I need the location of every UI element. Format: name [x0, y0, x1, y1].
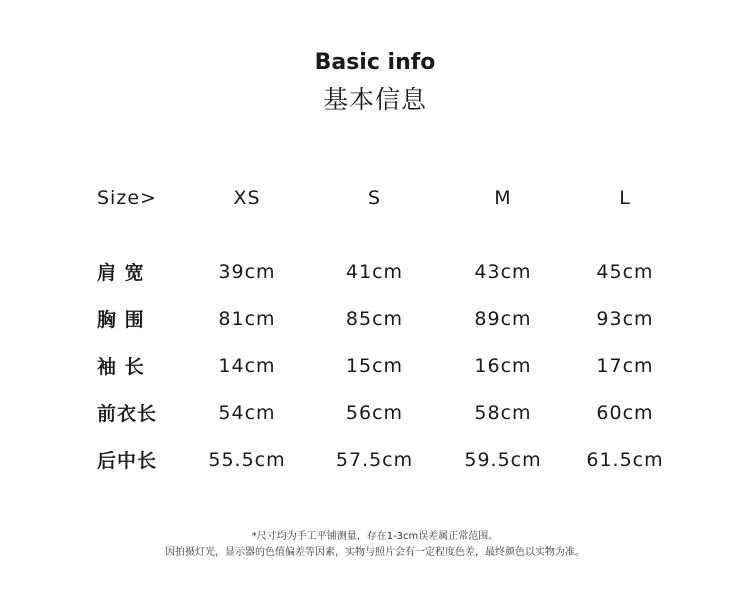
table-cell: 14cm	[218, 354, 276, 377]
table-row-back-length	[97, 436, 686, 483]
size-m-header: M	[494, 187, 512, 209]
table-cell: 93cm	[596, 307, 654, 330]
table-row-shoulder-width	[97, 248, 686, 295]
table-cell: 45cm	[596, 260, 654, 283]
size-xs-header: XS	[233, 187, 261, 209]
table-cell: 61.5cm	[586, 448, 664, 471]
table-cell: 57.5cm	[335, 448, 414, 471]
table-cell: 16cm	[474, 354, 532, 377]
table-cell: 41cm	[345, 260, 404, 283]
table-cell: 39cm	[218, 260, 276, 283]
row-label-chest: 胸 围	[97, 309, 145, 331]
table-row-sleeve-length	[97, 342, 686, 389]
table-cell: 89cm	[474, 307, 532, 330]
table-cell: 17cm	[596, 354, 654, 377]
table-cell: 85cm	[345, 307, 404, 330]
table-row-chest	[97, 295, 686, 342]
table-cell: 58cm	[474, 401, 532, 424]
table-row-front-length	[97, 389, 686, 436]
row-label-sleeve-length: 袖 长	[97, 356, 145, 378]
row-label-shoulder-width: 肩 宽	[97, 262, 145, 284]
table-cell: 56cm	[345, 401, 404, 424]
size-header-row	[97, 180, 686, 216]
size-table	[97, 180, 686, 483]
color-disclaimer-note: 因拍摄灯光，显示器的色值偏差等因素，实物与照片会有一定程度色差，最终颜色以实物为准。	[165, 547, 585, 558]
table-cell: 15cm	[345, 354, 404, 377]
table-cell: 81cm	[218, 307, 276, 330]
table-cell: 54cm	[218, 401, 276, 424]
row-label-back-length: 后中长	[97, 450, 158, 472]
row-label-front-length: 前衣长	[97, 403, 158, 425]
measurement-note: *尺寸均为手工平铺测量，存在1-3cm误差属正常范围。	[251, 531, 499, 542]
title-english: Basic info	[314, 50, 436, 75]
size-s-header: S	[367, 187, 382, 209]
table-cell: 55.5cm	[208, 448, 286, 471]
table-cell: 43cm	[474, 260, 532, 283]
title-chinese: 基本信息	[322, 85, 427, 114]
table-cell: 59.5cm	[464, 448, 542, 471]
size-header-label: Size>	[97, 187, 157, 209]
size-l-header: L	[619, 187, 631, 209]
table-cell: 60cm	[596, 401, 654, 424]
